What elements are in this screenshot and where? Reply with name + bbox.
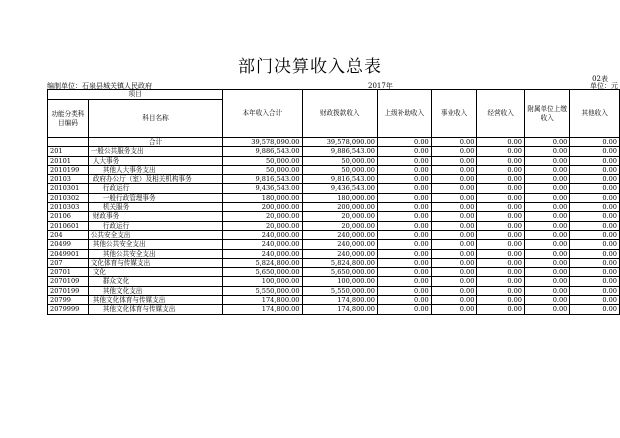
amount-cell: 0.00 — [570, 156, 620, 165]
amount-cell: 5,650,000.00 — [302, 268, 377, 277]
amount-cell: 0.00 — [431, 296, 477, 305]
amount-cell: 174,800.00 — [223, 305, 302, 314]
amount-cell: 0.00 — [377, 184, 431, 193]
subject-name-header: 科目名称 — [88, 100, 222, 138]
subject-name-cell: 其他文化体育与传媒支出 — [88, 305, 222, 314]
amount-cell: 240,000.00 — [223, 230, 302, 239]
amount-cell: 0.00 — [570, 193, 620, 202]
func-code-cell: 2070109 — [48, 277, 89, 286]
amount-cell: 0.00 — [377, 249, 431, 258]
report-year: 2017年 — [368, 82, 393, 90]
amount-cell: 0.00 — [525, 184, 570, 193]
amount-cell: 0.00 — [477, 193, 525, 202]
amount-cell: 0.00 — [570, 286, 620, 295]
amount-cell: 0.00 — [477, 221, 525, 230]
table-row — [48, 203, 620, 212]
subject-name-cell: 行政运行 — [88, 221, 222, 230]
amount-cell: 180,000.00 — [223, 193, 302, 202]
currency-unit: 单位：元 — [590, 82, 618, 90]
table-row — [48, 258, 620, 267]
header-row-top — [48, 90, 620, 100]
table-row — [48, 305, 620, 314]
amount-cell: 0.00 — [525, 249, 570, 258]
amount-cell: 0.00 — [477, 286, 525, 295]
subject-name-cell: 财政事务 — [88, 212, 222, 221]
amount-cell: 0.00 — [431, 156, 477, 165]
amount-cell: 0.00 — [570, 230, 620, 239]
amount-cell: 50,000.00 — [302, 156, 377, 165]
amount-cell: 0.00 — [570, 305, 620, 314]
amount-cell: 0.00 — [477, 212, 525, 221]
amount-cell: 0.00 — [570, 277, 620, 286]
amount-cell: 0.00 — [570, 165, 620, 174]
subject-name-cell: 其他公共安全支出 — [88, 240, 222, 249]
subject-name-cell: 行政运行 — [88, 184, 222, 193]
func-code-cell: 2070199 — [48, 286, 89, 295]
func-code-cell: 2049901 — [48, 249, 89, 258]
amount-cell: 0.00 — [525, 258, 570, 267]
subject-name-cell: 公共安全支出 — [88, 230, 222, 239]
amount-cell: 0.00 — [431, 258, 477, 267]
amount-cell: 5,824,800.00 — [302, 258, 377, 267]
func-code-cell: 2010199 — [48, 165, 89, 174]
table-number: 02表 — [592, 75, 608, 83]
amount-cell: 0.00 — [431, 212, 477, 221]
amount-cell: 0.00 — [570, 203, 620, 212]
subject-name-cell: 文化 — [88, 268, 222, 277]
amount-cell: 5,550,000.00 — [302, 286, 377, 295]
amount-cell: 50,000.00 — [223, 156, 302, 165]
amount-cell: 0.00 — [525, 296, 570, 305]
subject-name-cell: 人大事务 — [88, 156, 222, 165]
amount-cell: 0.00 — [377, 296, 431, 305]
amount-cell: 0.00 — [477, 230, 525, 239]
table-row — [48, 277, 620, 286]
subject-name-cell: 群众文化 — [88, 277, 222, 286]
func-code-cell: 201 — [48, 147, 89, 156]
amount-cell: 200,000.00 — [302, 203, 377, 212]
table-row — [48, 165, 620, 174]
amount-cell: 0.00 — [377, 221, 431, 230]
amount-cell: 0.00 — [477, 268, 525, 277]
amount-cell: 0.00 — [525, 240, 570, 249]
subject-name-cell: 一般公共服务支出 — [88, 147, 222, 156]
amount-cell: 174,800.00 — [302, 305, 377, 314]
table-row — [48, 286, 620, 295]
table-row — [48, 184, 620, 193]
table-row — [48, 240, 620, 249]
amount-cell: 0.00 — [525, 268, 570, 277]
amount-cell: 0.00 — [377, 230, 431, 239]
column-header: 经营收入 — [477, 90, 525, 138]
amount-cell: 0.00 — [431, 193, 477, 202]
amount-cell: 0.00 — [570, 240, 620, 249]
amount-cell: 100,000.00 — [302, 277, 377, 286]
amount-cell: 0.00 — [431, 175, 477, 184]
amount-cell: 0.00 — [570, 175, 620, 184]
amount-cell: 200,000.00 — [223, 203, 302, 212]
amount-cell: 9,816,543.00 — [223, 175, 302, 184]
func-code-cell: 204 — [48, 230, 89, 239]
amount-cell: 0.00 — [525, 203, 570, 212]
table-row — [48, 156, 620, 165]
amount-cell: 0.00 — [477, 156, 525, 165]
column-header: 财政拨款收入 — [302, 90, 377, 138]
amount-cell: 9,886,543.00 — [302, 147, 377, 156]
amount-cell: 100,000.00 — [223, 277, 302, 286]
amount-cell: 0.00 — [477, 249, 525, 258]
amount-cell: 0.00 — [570, 138, 620, 147]
amount-cell: 0.00 — [477, 277, 525, 286]
amount-cell: 0.00 — [570, 184, 620, 193]
column-header: 事业收入 — [431, 90, 477, 138]
amount-cell: 174,800.00 — [223, 296, 302, 305]
subject-name-cell: 其他人大事务支出 — [88, 165, 222, 174]
func-code-cell: 20101 — [48, 156, 89, 165]
amount-cell: 0.00 — [377, 277, 431, 286]
func-code-cell: 20103 — [48, 175, 89, 184]
subject-name-cell: 其他文化体育与传媒支出 — [88, 296, 222, 305]
amount-cell: 20,000.00 — [302, 212, 377, 221]
func-code-cell: 2010303 — [48, 203, 89, 212]
subject-name-cell: 文化体育与传媒支出 — [88, 258, 222, 267]
amount-cell: 0.00 — [525, 138, 570, 147]
subject-name-cell: 一般行政管理事务 — [88, 193, 222, 202]
amount-cell: 0.00 — [431, 230, 477, 239]
amount-cell: 0.00 — [525, 147, 570, 156]
amount-cell: 0.00 — [525, 156, 570, 165]
amount-cell: 0.00 — [431, 138, 477, 147]
subject-name-cell: 政府办公厅（室）及相关机构事务 — [88, 175, 222, 184]
amount-cell: 0.00 — [377, 138, 431, 147]
amount-cell: 0.00 — [525, 221, 570, 230]
amount-cell: 0.00 — [377, 156, 431, 165]
amount-cell: 0.00 — [570, 212, 620, 221]
amount-cell: 0.00 — [377, 286, 431, 295]
table-row — [48, 268, 620, 277]
subject-name-cell: 合计 — [88, 138, 222, 147]
amount-cell: 174,800.00 — [302, 296, 377, 305]
amount-cell: 0.00 — [377, 203, 431, 212]
table-row — [48, 221, 620, 230]
subject-name-cell: 其他文化支出 — [88, 286, 222, 295]
amount-cell: 5,650,000.00 — [223, 268, 302, 277]
amount-cell: 0.00 — [477, 305, 525, 314]
column-header: 本年收入合计 — [223, 90, 302, 138]
table-row — [48, 193, 620, 202]
subject-name-cell: 其他公共安全支出 — [88, 249, 222, 258]
amount-cell: 0.00 — [431, 240, 477, 249]
func-code-cell: 20106 — [48, 212, 89, 221]
table-row — [48, 175, 620, 184]
func-code-header: 功能分类科目编码 — [48, 100, 89, 138]
amount-cell: 0.00 — [477, 240, 525, 249]
amount-cell: 0.00 — [525, 193, 570, 202]
amount-cell: 0.00 — [431, 286, 477, 295]
amount-cell: 180,000.00 — [302, 193, 377, 202]
table-row — [48, 296, 620, 305]
amount-cell: 0.00 — [377, 193, 431, 202]
amount-cell: 0.00 — [570, 147, 620, 156]
amount-cell: 0.00 — [477, 258, 525, 267]
func-code-cell: 20799 — [48, 296, 89, 305]
amount-cell: 39,578,090.00 — [302, 138, 377, 147]
amount-cell: 50,000.00 — [302, 165, 377, 174]
amount-cell: 9,436,543.00 — [302, 184, 377, 193]
func-code-cell: 2010301 — [48, 184, 89, 193]
amount-cell: 0.00 — [377, 268, 431, 277]
amount-cell: 0.00 — [477, 296, 525, 305]
amount-cell: 0.00 — [431, 305, 477, 314]
table-row — [48, 147, 620, 156]
amount-cell: 0.00 — [377, 175, 431, 184]
page-title: 部门决算收入总表 — [238, 57, 382, 77]
amount-cell: 0.00 — [570, 296, 620, 305]
amount-cell: 9,886,543.00 — [223, 147, 302, 156]
amount-cell: 9,436,543.00 — [223, 184, 302, 193]
amount-cell: 0.00 — [377, 240, 431, 249]
amount-cell: 0.00 — [570, 268, 620, 277]
amount-cell: 0.00 — [525, 305, 570, 314]
amount-cell: 0.00 — [431, 203, 477, 212]
amount-cell: 20,000.00 — [223, 212, 302, 221]
func-code-cell: 2010601 — [48, 221, 89, 230]
amount-cell: 0.00 — [431, 277, 477, 286]
amount-cell: 0.00 — [377, 147, 431, 156]
table-row — [48, 230, 620, 239]
amount-cell: 0.00 — [570, 249, 620, 258]
amount-cell: 240,000.00 — [302, 240, 377, 249]
amount-cell: 0.00 — [570, 258, 620, 267]
func-code-cell: 207 — [48, 258, 89, 267]
amount-cell: 0.00 — [525, 212, 570, 221]
amount-cell: 240,000.00 — [223, 240, 302, 249]
amount-cell: 240,000.00 — [223, 249, 302, 258]
amount-cell: 39,578,090.00 — [223, 138, 302, 147]
amount-cell: 0.00 — [377, 212, 431, 221]
func-code-cell: 20701 — [48, 268, 89, 277]
amount-cell: 0.00 — [477, 175, 525, 184]
project-header: 项目 — [48, 90, 223, 100]
amount-cell: 0.00 — [477, 165, 525, 174]
revenue-summary-table — [47, 89, 620, 315]
amount-cell: 20,000.00 — [302, 221, 377, 230]
amount-cell: 5,824,800.00 — [223, 258, 302, 267]
table-row — [48, 212, 620, 221]
amount-cell: 0.00 — [525, 175, 570, 184]
func-code-cell: 2010302 — [48, 193, 89, 202]
amount-cell: 0.00 — [477, 147, 525, 156]
amount-cell: 5,550,000.00 — [223, 286, 302, 295]
amount-cell: 0.00 — [477, 184, 525, 193]
column-header: 上级补助收入 — [377, 90, 431, 138]
total-row — [48, 138, 620, 147]
column-header: 其他收入 — [570, 90, 620, 138]
amount-cell: 0.00 — [377, 305, 431, 314]
amount-cell: 50,000.00 — [223, 165, 302, 174]
table-row — [48, 249, 620, 258]
reporting-unit: 编制单位：石泉县城关镇人民政府 — [47, 82, 152, 90]
func-code-cell — [48, 138, 89, 147]
amount-cell: 0.00 — [431, 184, 477, 193]
amount-cell: 9,816,543.00 — [302, 175, 377, 184]
amount-cell: 0.00 — [525, 286, 570, 295]
amount-cell: 0.00 — [431, 268, 477, 277]
amount-cell: 20,000.00 — [223, 221, 302, 230]
amount-cell: 0.00 — [477, 138, 525, 147]
amount-cell: 0.00 — [431, 249, 477, 258]
amount-cell: 240,000.00 — [302, 249, 377, 258]
amount-cell: 0.00 — [477, 203, 525, 212]
amount-cell: 0.00 — [570, 221, 620, 230]
amount-cell: 0.00 — [377, 165, 431, 174]
func-code-cell: 2079999 — [48, 305, 89, 314]
amount-cell: 0.00 — [525, 277, 570, 286]
amount-cell: 0.00 — [525, 165, 570, 174]
amount-cell: 0.00 — [377, 258, 431, 267]
func-code-cell: 20499 — [48, 240, 89, 249]
amount-cell: 0.00 — [431, 221, 477, 230]
subject-name-cell: 机关服务 — [88, 203, 222, 212]
amount-cell: 0.00 — [431, 165, 477, 174]
amount-cell: 240,000.00 — [302, 230, 377, 239]
column-header: 附属单位上缴收入 — [525, 90, 570, 138]
amount-cell: 0.00 — [431, 147, 477, 156]
amount-cell: 0.00 — [525, 230, 570, 239]
